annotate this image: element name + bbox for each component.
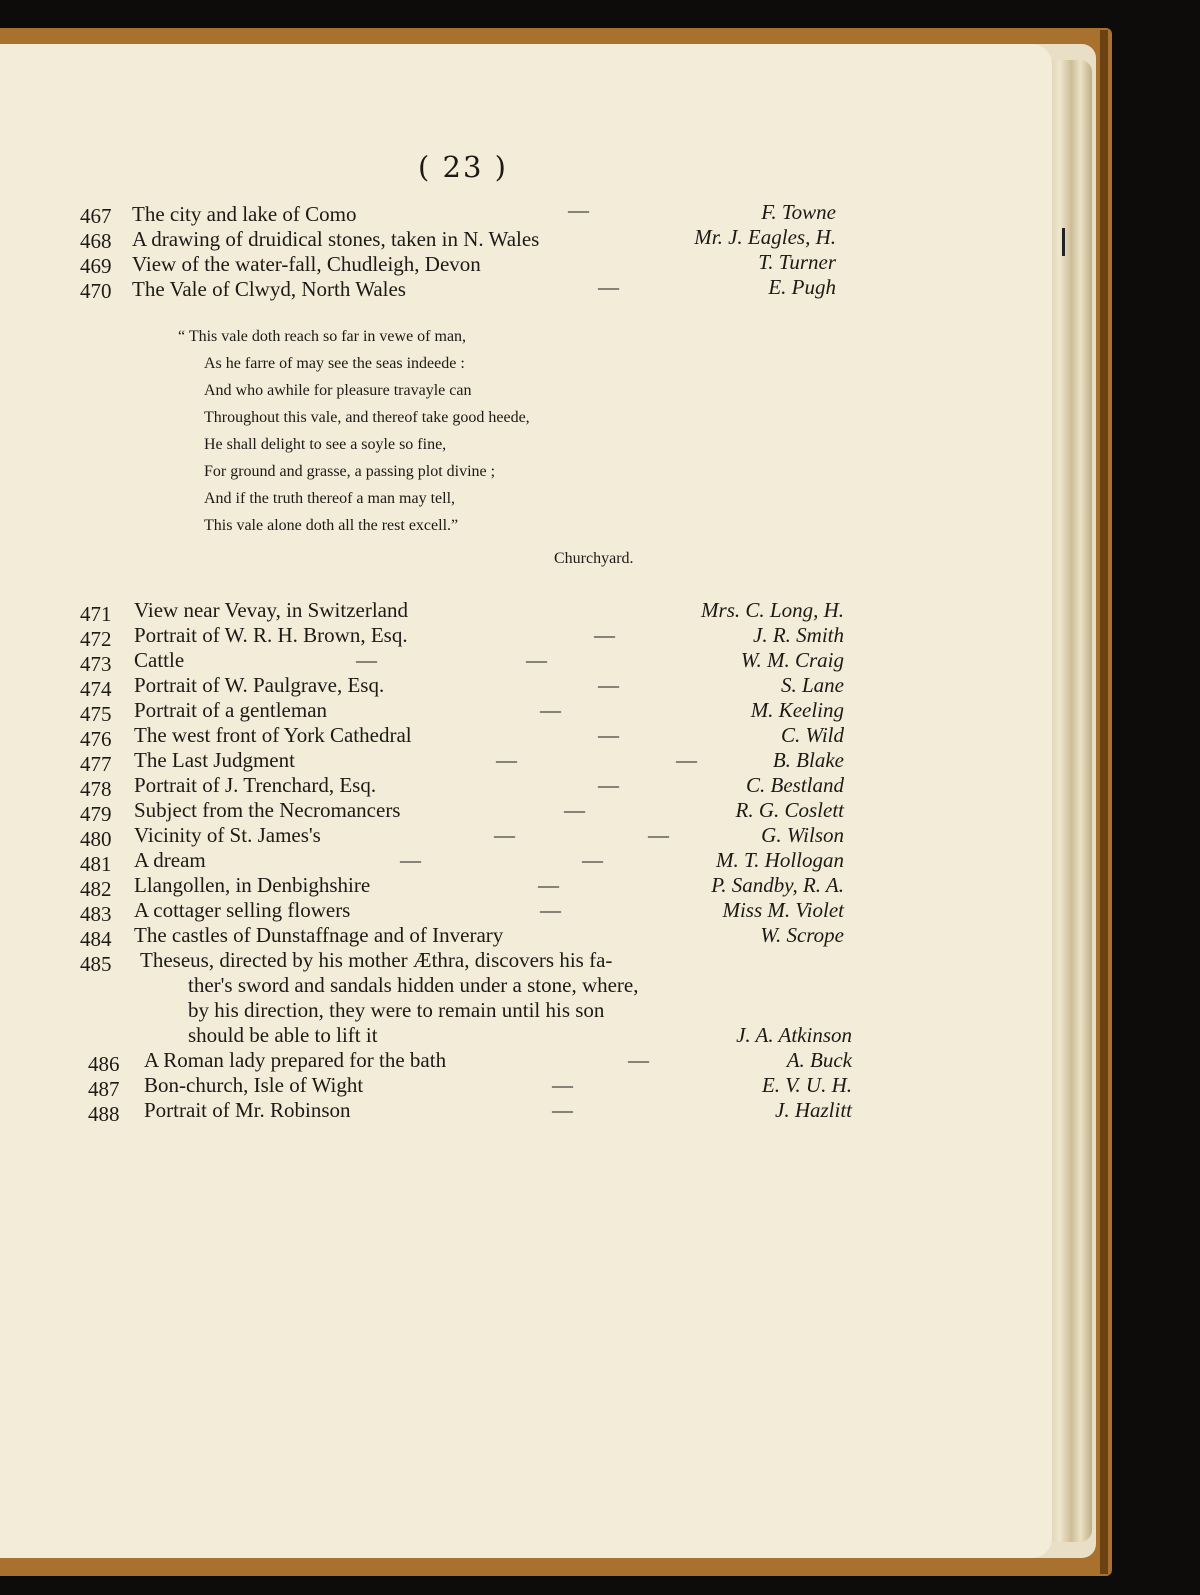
entry-number: 484 xyxy=(80,927,112,951)
poem-line: And who awhile for pleasure travayle can xyxy=(204,382,472,399)
entry-artist: E. V. U. H. xyxy=(761,1073,852,1097)
entry-artist: S. Lane xyxy=(781,673,844,697)
entry-title: Portrait of J. Trenchard, Esq. xyxy=(134,773,377,797)
entry-artist: B. Blake xyxy=(772,748,844,772)
entry-dash: — xyxy=(594,623,615,647)
poem-line: “ This vale doth reach so far in vewe of man, xyxy=(178,328,467,345)
poem-attribution: Churchyard. xyxy=(554,550,634,567)
entry-artist: C. Wild xyxy=(780,723,844,747)
entry-title: Vicinity of St. James's xyxy=(134,823,321,847)
entry-dash: — xyxy=(540,898,561,922)
entry-artist: J. A. Atkinson xyxy=(736,1023,852,1047)
entry-number: 478 xyxy=(80,777,112,801)
entry-dash: — xyxy=(526,648,547,672)
entry-dash: — xyxy=(648,823,669,847)
entry-title-line: should be able to lift it xyxy=(188,1023,378,1047)
entry-number: 471 xyxy=(80,602,112,626)
entry-title: The Last Judgment xyxy=(134,748,295,772)
entry-title: The castles of Dunstaffnage and of Inverary xyxy=(134,923,504,947)
entry-number: 467 xyxy=(80,204,112,228)
entry-title: Bon-church, Isle of Wight xyxy=(144,1073,364,1097)
entry-artist: J. Hazlitt xyxy=(775,1098,852,1122)
entry-dash: — xyxy=(598,275,619,299)
entry-artist: M. Keeling xyxy=(750,698,844,722)
poem-line: And if the truth thereof a man may tell, xyxy=(204,490,456,507)
entry-number: 476 xyxy=(80,727,112,751)
entry-dash: — xyxy=(628,1048,649,1072)
poem-line: He shall delight to see a soyle so fine, xyxy=(204,436,447,453)
entry-dash: — xyxy=(676,748,697,772)
entry-artist: W. M. Craig xyxy=(740,648,844,672)
entry-dash: — xyxy=(494,823,515,847)
entry-number: 469 xyxy=(80,254,112,278)
entry-number: 486 xyxy=(88,1052,120,1076)
entry-title: A Roman lady prepared for the bath xyxy=(144,1048,447,1072)
entry-title: A drawing of druidical stones, taken in N. Wales xyxy=(132,227,540,251)
entry-title: Llangollen, in Denbighshire xyxy=(134,873,371,897)
entry-number: 485 xyxy=(80,952,112,976)
entry-title: Portrait of W. R. H. Brown, Esq. xyxy=(134,623,408,647)
poem-line: This vale alone doth all the rest excell.” xyxy=(204,517,459,534)
entry-title: Cattle xyxy=(134,648,185,672)
entry-number: 480 xyxy=(80,827,112,851)
entry-dash: — xyxy=(598,773,619,797)
page-edges xyxy=(1046,60,1092,1542)
entry-artist: E. Pugh xyxy=(768,275,836,299)
entry-dash: — xyxy=(598,723,619,747)
entry-number: 470 xyxy=(80,279,112,303)
entry-title: The city and lake of Como xyxy=(132,202,357,226)
entry-dash: — xyxy=(598,673,619,697)
entry-artist: Miss M. Violet xyxy=(722,898,844,922)
entry-artist: W. Scrope xyxy=(760,923,844,947)
entry-number: 475 xyxy=(80,702,112,726)
entry-title: Subject from the Necromancers xyxy=(134,798,401,822)
cover-edge xyxy=(1100,30,1108,1574)
entry-title-line: ther's sword and sandals hidden under a stone, where, xyxy=(188,973,639,997)
entry-dash: — xyxy=(564,798,585,822)
entry-dash: — xyxy=(496,748,517,772)
entry-dash: — xyxy=(356,648,377,672)
margin-mark xyxy=(1062,228,1065,256)
poem-line: For ground and grasse, a passing plot divine ; xyxy=(204,463,496,480)
entry-number: 481 xyxy=(80,852,112,876)
entry-number: 487 xyxy=(88,1077,120,1101)
entry-number: 479 xyxy=(80,802,112,826)
entry-title-line: by his direction, they were to remain until his son xyxy=(188,998,605,1022)
entry-title-line: Theseus, directed by his mother Æthra, discovers his fa- xyxy=(140,948,613,972)
entry-artist: M. T. Hollogan xyxy=(716,848,844,872)
entry-number: 488 xyxy=(88,1102,120,1126)
page-number: ( 23 ) xyxy=(418,150,508,184)
entry-artist: G. Wilson xyxy=(761,823,844,847)
entry-dash: — xyxy=(568,198,589,222)
entry-number: 474 xyxy=(80,677,112,701)
entry-dash: — xyxy=(552,1098,573,1122)
entry-artist: C. Bestland xyxy=(746,773,844,797)
entry-artist: P. Sandby, R. A. xyxy=(711,873,844,897)
entry-artist: Mr. J. Eagles, H. xyxy=(694,225,836,249)
entry-number: 477 xyxy=(80,752,112,776)
entry-title: Portrait of Mr. Robinson xyxy=(144,1098,351,1122)
entry-dash: — xyxy=(552,1073,573,1097)
entry-number: 483 xyxy=(80,902,112,926)
entry-title: View near Vevay, in Switzerland xyxy=(134,598,408,622)
poem-line: As he farre of may see the seas indeede : xyxy=(204,355,465,372)
entry-title: Portrait of W. Paulgrave, Esq. xyxy=(134,673,385,697)
entry-title: A cottager selling flowers xyxy=(134,898,351,922)
entry-artist: F. Towne xyxy=(761,200,836,224)
entry-number: 482 xyxy=(80,877,112,901)
entry-artist: A. Buck xyxy=(786,1048,852,1072)
entry-number: 468 xyxy=(80,229,112,253)
entry-artist: Mrs. C. Long, H. xyxy=(701,598,844,622)
entry-title: Portrait of a gentleman xyxy=(134,698,328,722)
poem-line: Throughout this vale, and thereof take good heede, xyxy=(204,409,530,426)
entry-artist: J. R. Smith xyxy=(753,623,844,647)
entry-artist: R. G. Coslett xyxy=(735,798,844,822)
entry-artist: T. Turner xyxy=(758,250,836,274)
entry-dash: — xyxy=(540,698,561,722)
entry-dash: — xyxy=(582,848,603,872)
entry-dash: — xyxy=(538,873,559,897)
entry-number: 472 xyxy=(80,627,112,651)
entry-number: 473 xyxy=(80,652,112,676)
entry-title: View of the water-fall, Chudleigh, Devon xyxy=(132,252,481,276)
entry-title: A dream xyxy=(134,848,206,872)
entry-title: The west front of York Cathedral xyxy=(134,723,412,747)
entry-dash: — xyxy=(400,848,421,872)
entry-title: The Vale of Clwyd, North Wales xyxy=(132,277,406,301)
